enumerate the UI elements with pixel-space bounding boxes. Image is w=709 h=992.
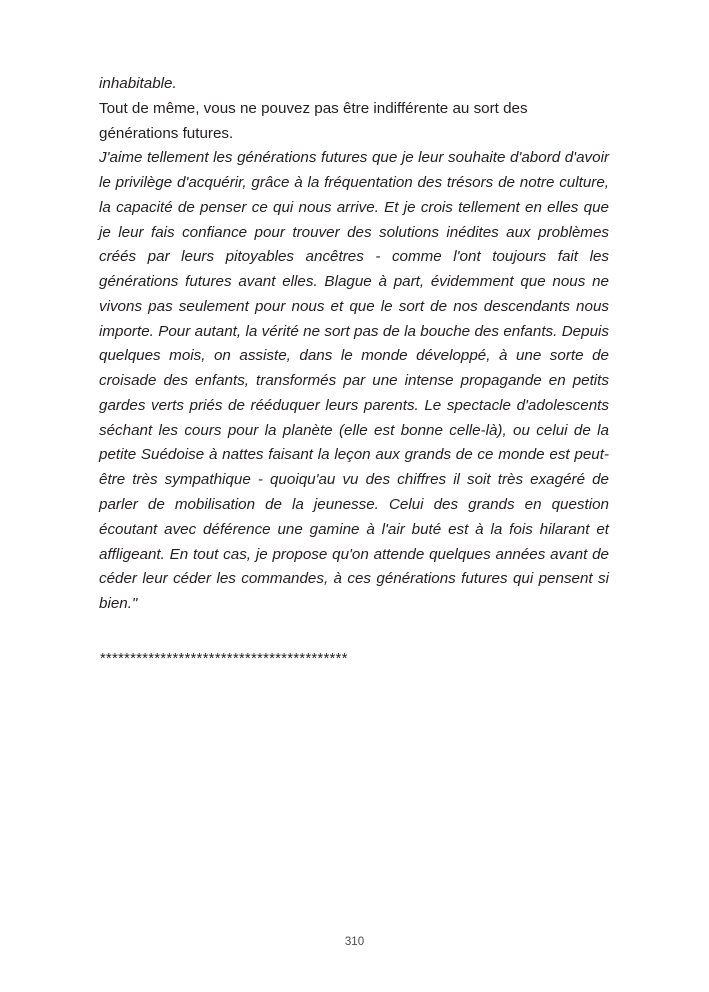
paragraph-jaime-tellement: J'aime tellement les générations futures que je leur souhaite d'abord d'avoir le privilège d'acquérir, grâce à la fréquentation des trésors de notre culture, la capacité de penser ce qui nous arrive. Et je crois tellement en elles que je leur fais confiance pour trouver des solutions inédites aux problèmes créés par leurs pitoyables ancêtres - comme l'ont toujours fait les générations futures avant elles. Blague à part, évidemment que nous ne vivons pas seulement pour nous et que le sort de nos descendants nous importe. Pour autant, la vérité ne sort pas de la bouche des enfants. Depuis quelques mois, on assiste, dans le monde développé, à une sorte de croisade des enfants, transformés par une intense propagande en petits gardes verts priés de rééduquer leurs parents. Le spectacle d'adolescents séchant les cours pour la planète (elle est bonne celle-là), ou celui de la petite Suédoise à nattes faisant la leçon aux grands de ce monde est peut-être très sympathique - quoiqu'au vu des chiffres il soit très exagéré de parler de mobilisation de la jeunesse. Celui des grands en question écoutant avec déférence une gamine à l'air buté est à la fois hilarant et affligeant. En tout cas, je propose qu'on attende quelques années avant de céder leur céder les commandes, à ces générations futures qui pensent si bien." [99,149,609,613]
section-separator: ***************************************** [100,650,348,667]
paragraph-inhabitable: inhabitable. [99,75,177,92]
page-number: 310 [344,936,365,948]
page-content [99,72,609,671]
paragraph-tout-de-meme: Tout de même, vous ne pouvez pas être indifférente au sort des générations futures. [99,99,528,142]
